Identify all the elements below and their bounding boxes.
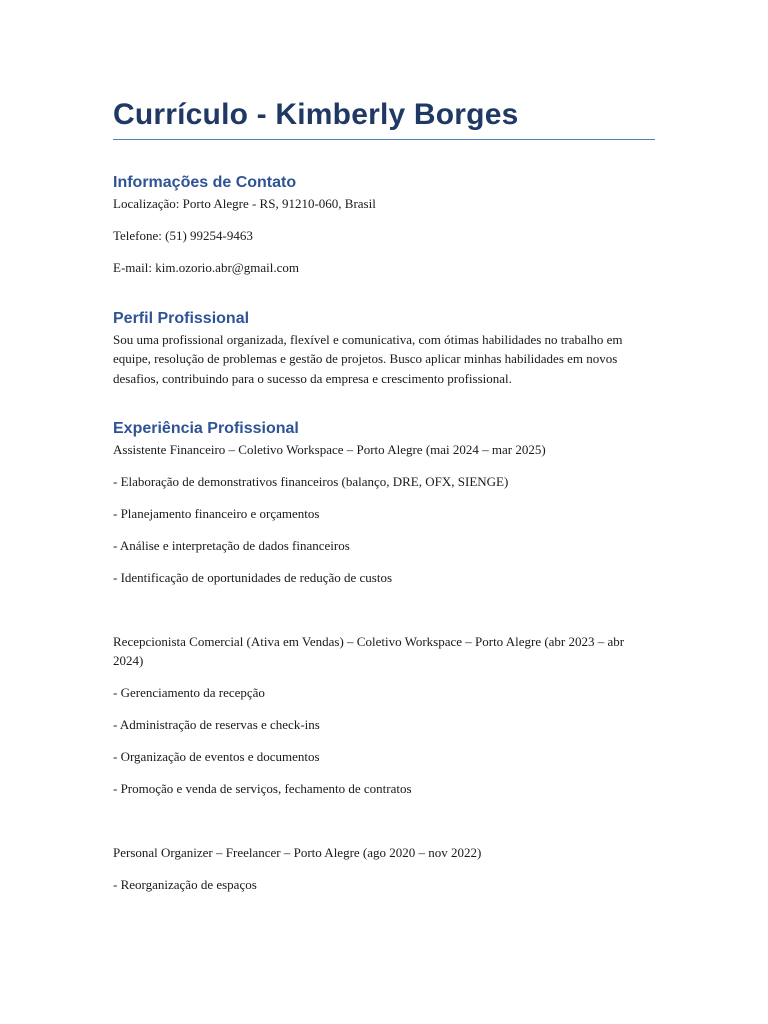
job-title: Recepcionista Comercial (Ativa em Vendas) – Coletivo Workspace – Porto Alegre (abr 2023 – abr 2024) bbox=[113, 633, 625, 668]
contact-section bbox=[113, 172, 655, 278]
job-item: - Elaboração de demonstrativos financeiros (balanço, DRE, OFX, SIENGE) bbox=[113, 474, 509, 489]
job-entry bbox=[113, 843, 655, 895]
profile-section bbox=[113, 308, 655, 389]
profile-heading: Perfil Profissional bbox=[113, 309, 250, 327]
job-item: - Reorganização de espaços bbox=[113, 876, 257, 892]
job-item: - Organização de eventos e documentos bbox=[113, 749, 320, 764]
job-entry bbox=[113, 440, 655, 588]
experience-heading: Experiência Profissional bbox=[113, 420, 299, 437]
job-item: - Administração de reservas e check-ins bbox=[113, 717, 320, 732]
job-item: - Identificação de oportunidades de redução de custos bbox=[113, 570, 393, 585]
job-item: - Planejamento financeiro e orçamentos bbox=[113, 506, 320, 521]
contact-heading: Informações de Contato bbox=[113, 174, 297, 191]
job-item: - Análise e interpretação de dados financeiros bbox=[113, 538, 350, 553]
document-title: Currículo - Kimberly Borges bbox=[113, 98, 519, 131]
contact-phone: Telefone: (51) 99254-9463 bbox=[113, 228, 253, 243]
contact-location: Localização: Porto Alegre - RS, 91210-060, Brasil bbox=[113, 196, 376, 211]
resume-page bbox=[113, 96, 655, 894]
job-title: Assistente Financeiro – Coletivo Workspace – Porto Alegre (mai 2024 – mar 2025) bbox=[113, 442, 546, 457]
job-item: - Gerenciamento da recepção bbox=[113, 685, 265, 700]
job-title: Personal Organizer – Freelancer – Porto Alegre (ago 2020 – nov 2022) bbox=[113, 844, 482, 860]
contact-email: E-mail: kim.ozorio.abr@gmail.com bbox=[113, 260, 299, 275]
title-underline bbox=[113, 139, 655, 140]
experience-section bbox=[113, 418, 655, 894]
job-item: - Promoção e venda de serviços, fechamento de contratos bbox=[113, 781, 412, 796]
profile-text: Sou uma profissional organizada, flexível e comunicativa, com ótimas habilidades no trabalho em equipe, resolução de problemas e gestão de projetos. Busco aplicar minhas habilidades em novos desafios, contribuindo para o sucesso da empresa e crescimento profissional. bbox=[113, 331, 623, 386]
job-entry bbox=[113, 632, 655, 799]
